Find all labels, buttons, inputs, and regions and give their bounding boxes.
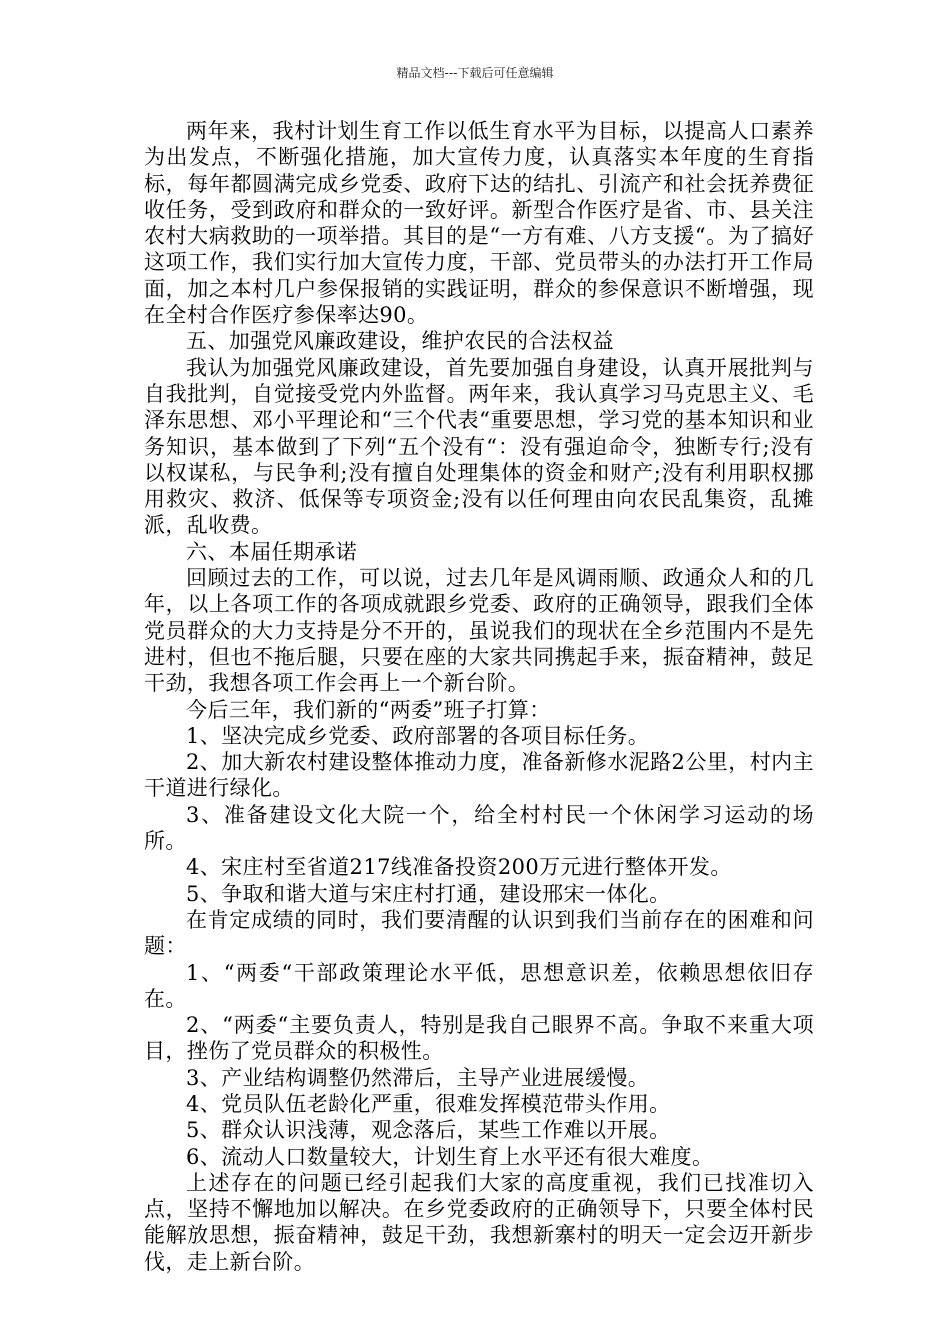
paragraph: 在肯定成绩的同时，我们要清醒的认识到我们当前存在的困难和问题：: [144, 907, 814, 959]
list-item: 6、流动人口数量较大，计划生育上水平还有很大难度。: [186, 1144, 714, 1169]
section-heading: 五、加强党风廉政建设，维护农民的合法权益: [186, 329, 614, 354]
list-item: 1、坚决完成乡党委、政府部署的各项目标任务。: [186, 723, 650, 748]
list-item: 1、“两委“干部政策理论水平低，思想意识差，依赖思想依旧存在。: [144, 960, 814, 1011]
section-heading: 六、本届任期承诺: [186, 539, 358, 564]
list-item: 4、宋庄村至省道217线准备投资200万元进行整体开发。: [186, 855, 732, 880]
page-header: 精品文档---下载后可任意编辑: [396, 66, 554, 80]
list-item: 5、群众认识浅薄，观念落后，某些工作难以开展。: [186, 1118, 671, 1143]
document-body: [144, 118, 814, 1275]
list-item: 3、准备建设文化大院一个，给全村村民一个休闲学习运动的场所。: [144, 802, 814, 854]
list-item: 5、争取和谐大道与宋庄村打通，建设邢宋一体化。: [186, 881, 671, 906]
list-item: 2、加大新农村建设整体推动力度，准备新修水泥路2公里，村内主干道进行绿化。: [144, 750, 814, 801]
paragraph: 上述存在的问题已经引起我们大家的高度重视，我们已找准切入点，坚持不懈地加以解决。在乡党委政府的正确领导下，只要全体村民能解放思想，振奋精神，鼓足干劲，我想新寨村的明天一定会迈开新步伐，走上新台阶。: [144, 1170, 814, 1274]
paragraph: 今后三年，我们新的“两委”班子打算：: [186, 697, 551, 722]
list-item: 4、党员队伍老龄化严重，很难发挥模范带头作用。: [186, 1091, 671, 1116]
paragraph: 回顾过去的工作，可以说，过去几年是风调雨顺、政通众人和的几年，以上各项工作的各项成就跟乡党委、政府的正确领导，跟我们全体党员群众的大力支持是分不开的，虽说我们的现状在全乡范围内不是先进村，但也不拖后腿，只要在座的大家共同携起手来，振奋精神，鼓足干劲，我想各项工作会再上一个新台阶。: [144, 566, 814, 696]
paragraph: 我认为加强党风廉政建设，首先要加强自身建设，认真开展批判与自我批判，自觉接受党内外监督。两年来，我认真学习马克思主义、毛泽东思想、邓小平理论和“三个代表“重要思想，学习党的基本知识和业务知识，基本做到了下列“五个没有“：没有强迫命令，独断专行;没有以权谋私，与民争利;没有擅自处理集体的资金和财产;没有利用职权挪用救灾、救济、低保等专项资金;没有以任何理由向农民乱集资，乱摊派，乱收费。: [144, 355, 814, 538]
list-item: 3、产业结构调整仍然滞后，主导产业进展缓慢。: [186, 1065, 650, 1090]
paragraph: 两年来，我村计划生育工作以低生育水平为目标，以提高人口素养为出发点，不断强化措施，加大宣传力度，认真落实本年度的生育指标，每年都圆满完成乡党委、政府下达的结扎、引流产和社会抚养费征收任务，受到政府和群众的一致好评。新型合作医疗是省、市、县关注农村大病救助的一项举措。其目的是“一方有难、八方支援“。为了搞好这项工作，我们实行加大宣传力度，干部、党员带头的办法打开工作局面，加之本村几户参保报销的实践证明，群众的参保意识不断增强，现在全村合作医疗参保率达90。: [144, 119, 814, 328]
list-item: 2、“两委“主要负责人，特别是我自己眼界不高。争取不来重大项目，挫伤了党员群众的积极性。: [144, 1013, 814, 1064]
